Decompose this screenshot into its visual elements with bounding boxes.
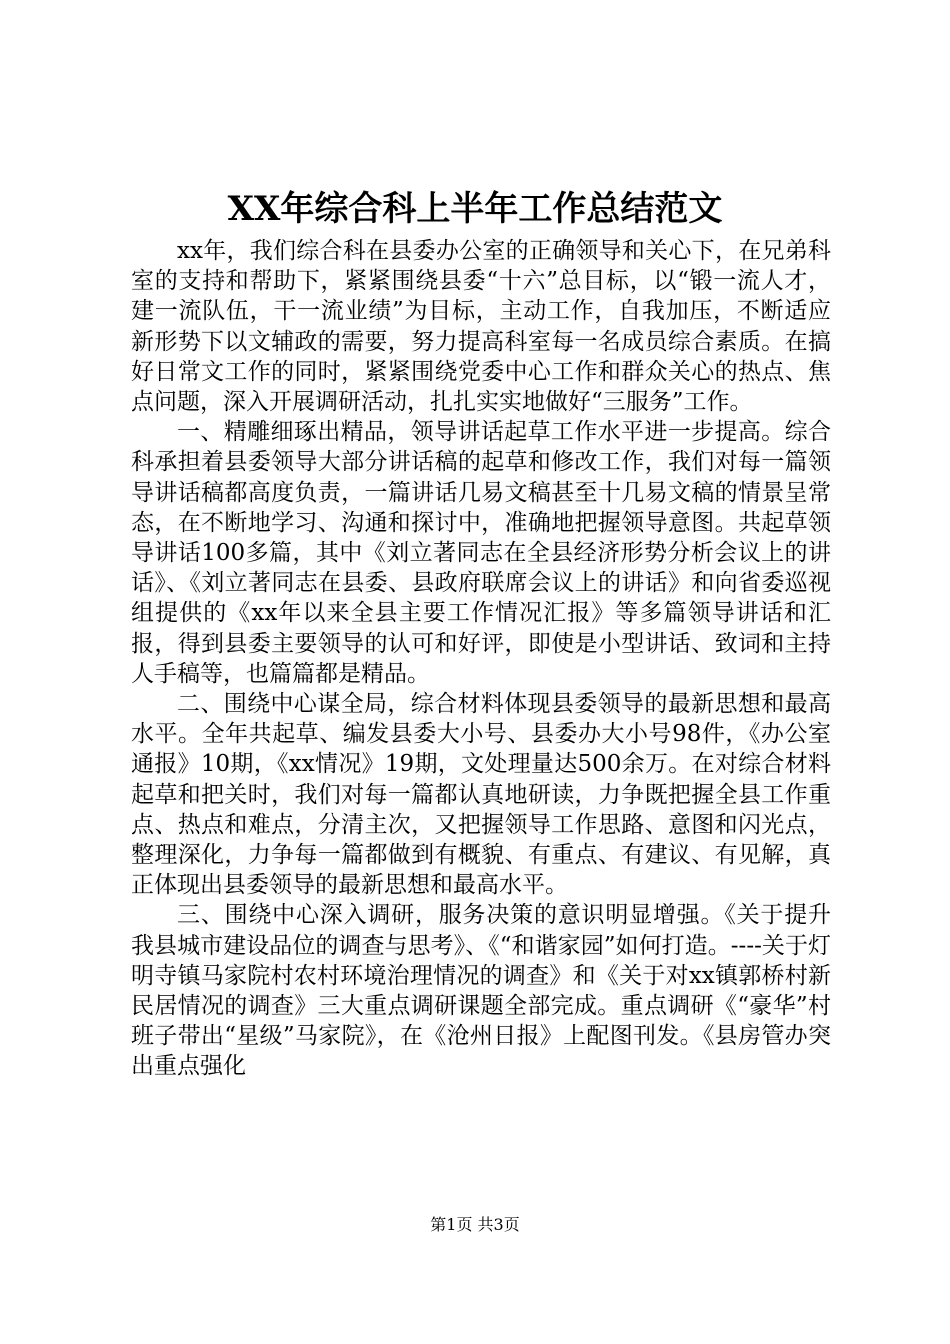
paragraph-intro: xx年，我们综合科在县委办公室的正确领导和关心下，在兄弟科室的支持和帮助下，紧紧围绕县委“十六”总目标，以“锻一流人才，建一流队伍，干一流业绩”为目标，主动工作，自我加压，不断适应新形势下以文辅政的需要，努力提高科室每一名成员综合素质。在搞好日常文工作的同时，紧紧围绕党委中心工作和群众关心的热点、焦点问题，深入开展调研活动，扎扎实实地做好“三服务”工作。 xyxy=(131,238,831,416)
document-body xyxy=(131,236,831,1082)
paragraph-section-1: 一、精雕细琢出精品，领导讲话起草工作水平进一步提高。综合科承担着县委领导大部分讲话稿的起草和修改工作，我们对每一篇领导讲话稿都高度负责，一篇讲话几易文稿甚至十几易文稿的情景呈常态，在不断地学习、沟通和探讨中，准确地把握领导意图。共起草领导讲话100多篇，其中《刘立著同志在全县经济形势分析会议上的讲话》、《刘立著同志在县委、县政府联席会议上的讲话》和向省委巡视组提供的《xx年以来全县主要工作情况汇报》等多篇领导讲话和汇报，得到县委主要领导的认可和好评，即使是小型讲话、致词和主持人手稿等，也篇篇都是精品。 xyxy=(131,419,831,687)
document-title: XX年综合科上半年工作总结范文 xyxy=(227,189,723,229)
paragraph-section-2: 二、围绕中心谋全局，综合材料体现县委领导的最新思想和最高水平。全年共起草、编发县委大小号、县委办大小号98件，《办公室通报》10期，《xx情况》19期，文处理量达500余万。在对综合材料起草和把关时，我们对每一篇都认真地研读，力争既把握全县工作重点、热点和难点，分清主次，又把握领导工作思路、意图和闪光点，整理深化，力争每一篇都做到有概貌、有重点、有建议、有见解，真正体现出县委领导的最新思想和最高水平。 xyxy=(131,691,831,899)
paragraph-section-3: 三、围绕中心深入调研，服务决策的意识明显增强。《关于提升我县城市建设品位的调查与思考》、《“和谐家园”如何打造。----关于灯明寺镇马家院村农村环境治理情况的调查》和《关于对xx镇郭桥村新民居情况的调查》三大重点调研课题全部完成。重点调研《“豪华”村班子带出“星级”马家院》，在《沧州日报》上配图刊发。《县房管办突出重点强化 xyxy=(131,902,831,1080)
page-number-footer: 第1页 共3页 xyxy=(430,1215,520,1234)
